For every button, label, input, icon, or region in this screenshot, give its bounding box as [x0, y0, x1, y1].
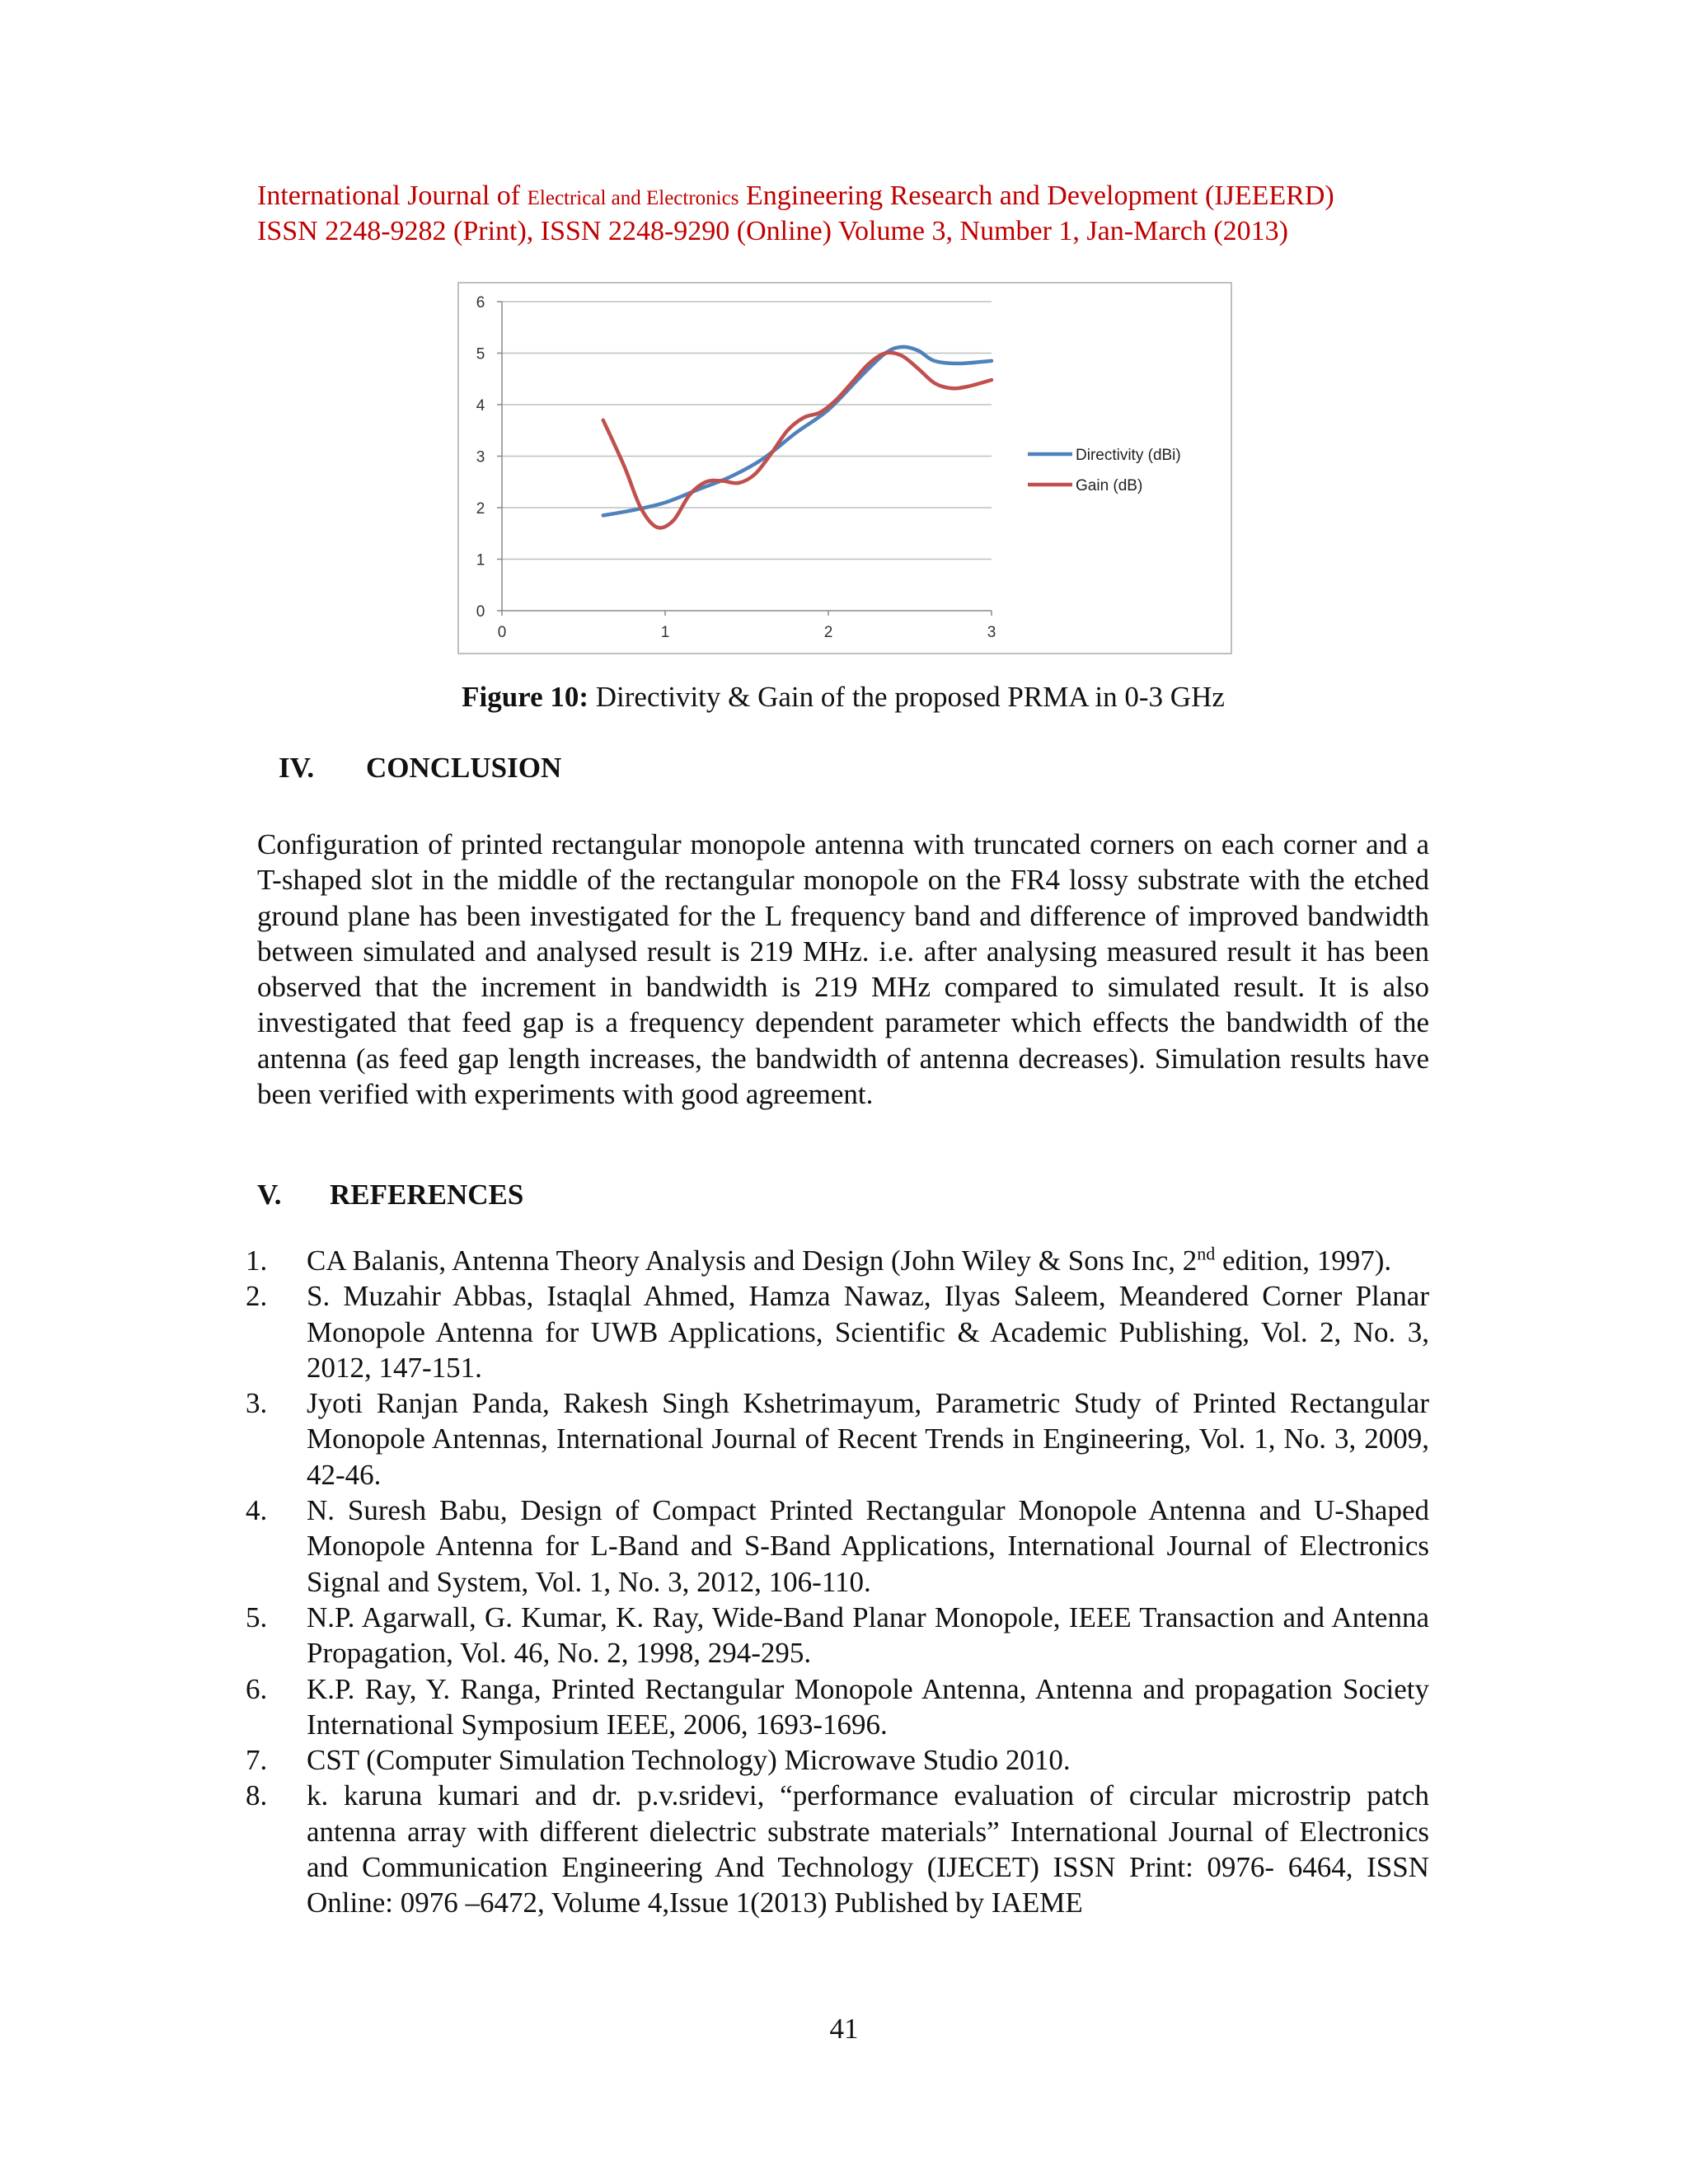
conclusion-number: IV. — [279, 752, 315, 784]
references-heading — [257, 1179, 523, 1212]
figure-caption — [257, 681, 1429, 714]
y-tick-label: 0 — [476, 603, 485, 621]
reference-number: 5. — [246, 1601, 268, 1633]
page-number: 41 — [829, 2013, 859, 2045]
conclusion-heading — [279, 752, 561, 785]
reference-item — [239, 1278, 1429, 1385]
conclusion-paragraph: Configuration of printed rectangular monopole antenna with truncated corners on each corner and a T-shaped slot in the middle of the rectangular monopole on the FR4 lossy substrate with the etched ground plane has been investigated for the L frequency band and difference of improved bandwidth between simulated and analysed result is 219 MHz. i.e. after analysing measured result it has been observed that the increment in bandwidth is 219 MHz compared to simulated result. It is also investigated that feed gap is a frequency dependent parameter which effects the bandwidth of the antenna (as feed gap length increases, the bandwidth of antenna decreases). Simulation results have been verified with experiments with good agreement. — [257, 828, 1429, 1111]
reference-item — [239, 1243, 1429, 1278]
reference-text: CST (Computer Simulation Technology) Microwave Studio 2010. — [307, 1744, 1071, 1777]
reference-number: 8. — [246, 1779, 268, 1812]
reference-text: K.P. Ray, Y. Ranga, Printed Rectangular Monopole Antenna, Antenna and propagation Society International Symposium IEEE, 2006, 1693-1696. — [307, 1672, 1429, 1741]
y-tick-label: 6 — [476, 294, 485, 312]
conclusion-title: CONCLUSION — [366, 752, 562, 784]
reference-text: N.P. Agarwall, G. Kumar, K. Ray, Wide-Band Planar Monopole, IEEE Transaction and Antenna Propagation, Vol. 46, No. 2, 1998, 294-295. — [307, 1601, 1429, 1670]
reference-text-end: edition, 1997). — [1215, 1244, 1392, 1277]
journal-name-part-2: Electrical and Electronics — [527, 187, 739, 209]
y-tick-label: 3 — [476, 448, 485, 466]
x-tick-label: 2 — [823, 624, 833, 641]
reference-superscript: nd — [1197, 1243, 1216, 1264]
reference-item — [239, 1600, 1429, 1671]
reference-text: S. Muzahir Abbas, Istaqlal Ahmed, Hamza Nawaz, Ilyas Saleem, Meandered Corner Planar Monopole Antenna for UWB Applications, Scientific & Academic Publishing, Vol. 2, No. 3, 2012, 147-151. — [307, 1280, 1429, 1384]
figure-label: Figure 10: — [462, 681, 589, 713]
figure-10-chart — [457, 282, 1232, 654]
reference-number: 7. — [246, 1744, 268, 1777]
reference-item — [239, 1493, 1429, 1600]
x-tick-label: 0 — [497, 624, 507, 641]
reference-item — [239, 1671, 1429, 1743]
reference-item — [239, 1778, 1429, 1920]
reference-text: Jyoti Ranjan Panda, Rakesh Singh Kshetrimayum, Parametric Study of Printed Rectangular Monopole Antennas, International Journal of Recent Trends in Engineering, Vol. 1, No. 3, 2009, 42-46. — [307, 1387, 1429, 1491]
reference-item — [239, 1385, 1429, 1493]
legend-label: Directivity (dBi) — [1076, 447, 1181, 464]
reference-text: N. Suresh Babu, Design of Compact Printed Rectangular Monopole Antenna and U-Shaped Monopole Antenna for L-Band and S-Band Applications, International Journal of Electronics Signal and System, Vol. 1, No. 3, 2012, 106-110. — [307, 1494, 1429, 1598]
y-tick-label: 4 — [476, 397, 485, 415]
figure-caption-text: Directivity & Gain of the proposed PRMA in 0-3 GHz — [588, 681, 1225, 713]
series-line-gain — [603, 353, 992, 528]
journal-header-line-2: ISSN 2248-9282 (Print), ISSN 2248-9290 (Online) Volume 3, Number 1, Jan-March (2013) — [257, 216, 1288, 246]
reference-number: 3. — [246, 1387, 268, 1420]
reference-text: CA Balanis, Antenna Theory Analysis and Design (John Wiley & Sons Inc, 2 — [307, 1244, 1198, 1277]
references-number: V. — [257, 1179, 282, 1211]
reference-number: 2. — [246, 1280, 268, 1313]
reference-text: k. karuna kumari and dr. p.v.sridevi, “performance evaluation of circular microstrip patch antenna array with different dielectric substrate materials” International Journal of Electronics and Communication Engineering And Technology (IJECET) ISSN Print: 0976- 6464, ISSN Online: 0976 –6472, Volume 4,Issue 1(2013) Published by IAEME — [307, 1779, 1429, 1919]
reference-number: 6. — [246, 1672, 268, 1705]
journal-name-part-3: Engineering Research and Development (IJEEERD) — [738, 180, 1334, 211]
journal-name-part-1: International Journal of — [257, 180, 528, 211]
reference-number: 4. — [246, 1494, 268, 1527]
chart-svg — [459, 284, 1231, 653]
journal-header-line-1 — [257, 180, 1493, 215]
legend-label: Gain (dB) — [1076, 477, 1143, 494]
reference-number: 1. — [246, 1244, 268, 1277]
y-tick-label: 1 — [476, 551, 485, 569]
journal-header — [257, 180, 1493, 248]
references-title: REFERENCES — [330, 1179, 524, 1211]
y-tick-label: 5 — [476, 345, 485, 363]
x-tick-label: 1 — [660, 624, 670, 641]
x-tick-label: 3 — [987, 624, 996, 641]
y-tick-label: 2 — [476, 500, 485, 518]
reference-list — [239, 1243, 1429, 1921]
series-line-directivity — [603, 347, 992, 515]
reference-item — [239, 1742, 1429, 1778]
